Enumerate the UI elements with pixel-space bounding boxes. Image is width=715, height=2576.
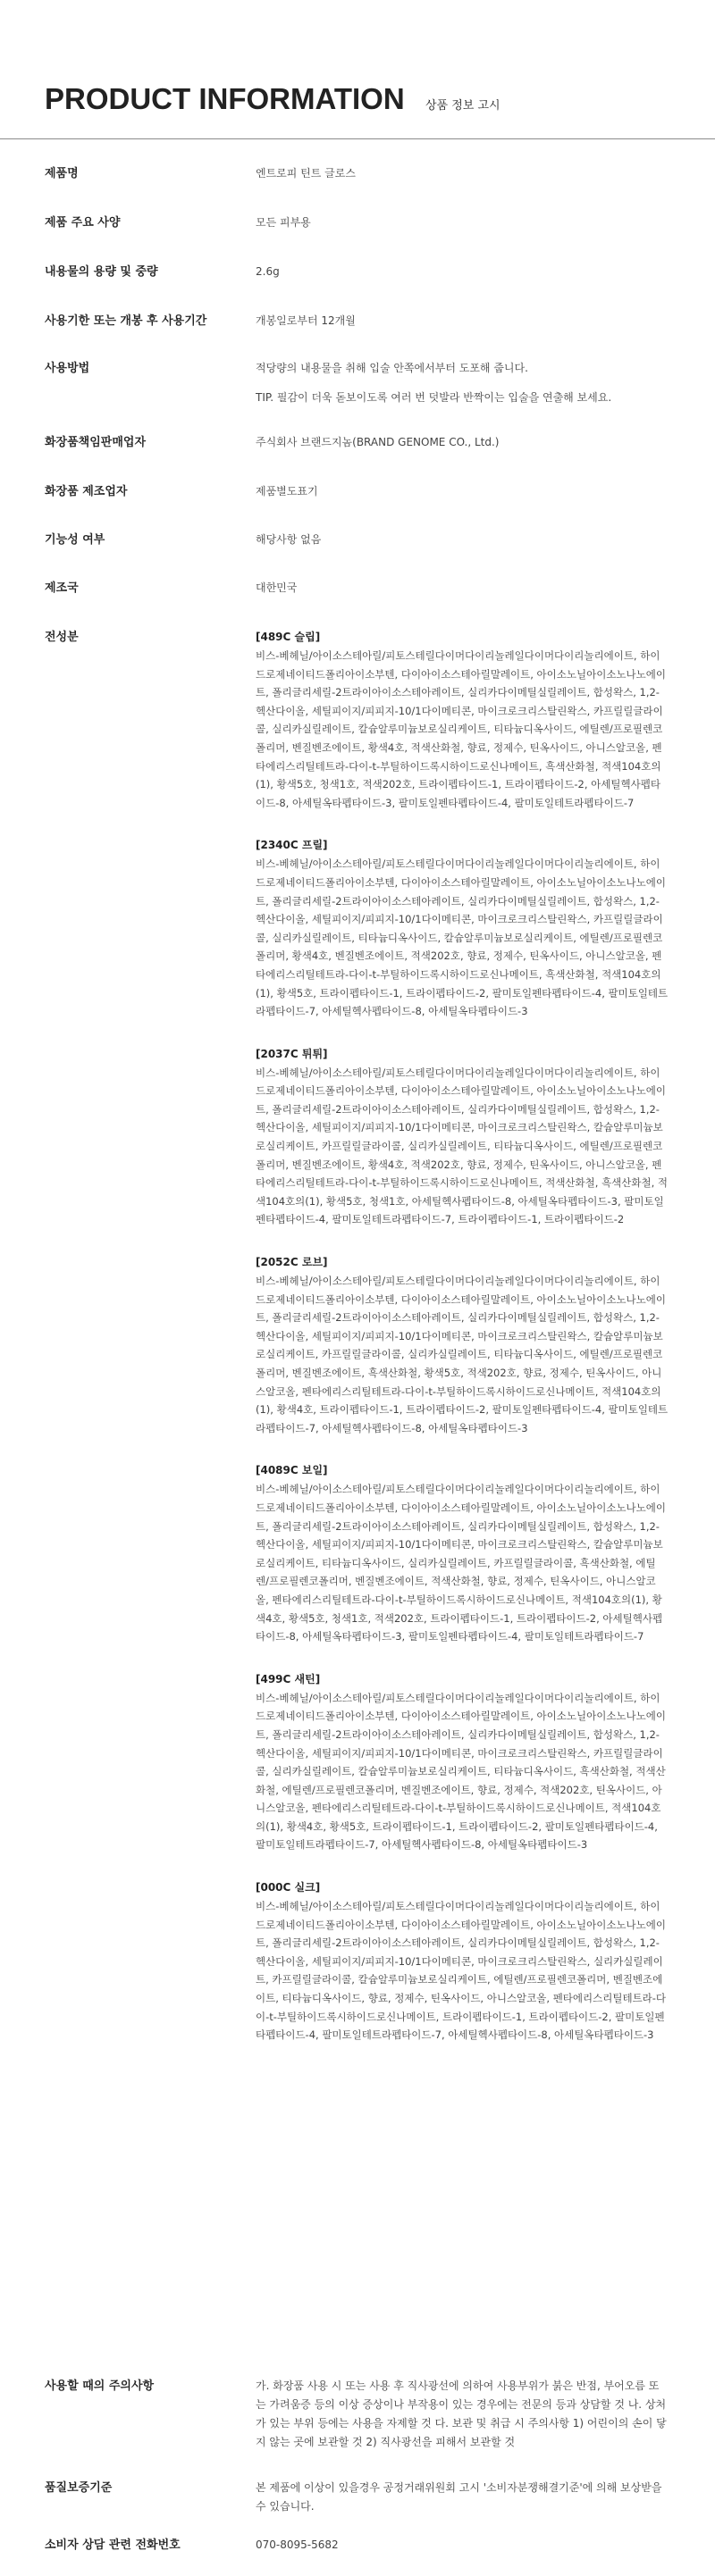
ingredient-block [256, 1461, 669, 1645]
info-row-country [45, 579, 670, 628]
row-label: 기능성 여부 [45, 533, 105, 547]
shade-ingredients: 비스-베헤닐/아이소스테아릴/피토스테릴다이머다이리놀레일다이머다이리놀리에이트, 하이드로제네이티드폴리아이소부텐, 다이아이소스테아릴말레이트, 아이소노닐아이소노나노에이트, 폴리글리세릴-2트라이아이소스테아레이트, 실리카다이메틸실릴레이트, 합성왁스, 1,2-헥산다이올, 세틸피이지/피피지-10/1다이메티콘, 마이크로크리스탈린왁스, 카프릴릴글라이콜, 실리카실릴레이트, 칼슘알루미늄보로실리케이트, 티타늄디옥사이드, 흑색산화철, 적색산화철, 에틸렌/프로필렌코폴리머, 벤질벤조에이트, 향료, 정제수, 적색202호, 틴옥사이드, 아니스알코올, 펜타에리스리틸테트라-다이-t-부틸하이드록시하이드로신나메이트, 적색104호의(1), 황색4호, 황색5호, 트라이펩타이드-1, 트라이펩타이드-2, 팔미토일펜타펩타이드-4, 팔미토일테트라펩타이드-7, 아세틸헥사펩타이드-8, 아세틸옥타펩타이드-3 [256, 1691, 666, 1852]
info-row-functional [45, 531, 670, 579]
shade-ingredients: 비스-베헤닐/아이소스테아릴/피토스테릴다이머다이리놀레일다이머다이리놀리에이트, 하이드로제네이티드폴리아이소부텐, 다이아이소스테아릴말레이트, 아이소노닐아이소노나노에이트, 폴리글리세릴-2트라이아이소스테아레이트, 실리카다이메틸실릴레이트, 합성왁스, 1,2-헥산다이올, 세틸피이지/피피지-10/1다이메티콘, 마이크로크리스탈린왁스, 칼슘알루미늄보로실리케이트, 카프릴릴글라이콜, 실리카실릴레이트, 티타늄디옥사이드, 에틸렌/프로필렌코폴리머, 벤질벤조에이트, 흑색산화철, 황색5호, 적색202호, 향료, 정제수, 틴옥사이드, 아니스알코올, 펜타에리스리틸테트라-다이-t-부틸하이드록시하이드로신나메이트, 적색104호의(1), 황색4호, 트라이펩타이드-1, 트라이펩타이드-2, 팔미토일펜타펩타이드-4, 팔미토일테트라펩타이드-7, 아세틸헥사펩타이드-8, 아세틸옥타펩타이드-3 [256, 1275, 669, 1434]
row-label: 사용기한 또는 개봉 후 사용기간 [45, 314, 207, 328]
row-value: 070-8095-5682 [256, 2538, 339, 2551]
row-label: 화장품책임판매업자 [45, 436, 147, 449]
shade-name: [2037C 튀튀] [256, 1047, 328, 1060]
shade-name: [499C 새틴] [256, 1672, 321, 1685]
row-label: 사용방법 [45, 362, 90, 375]
ingredient-block [256, 1878, 669, 2045]
row-label: 내용물의 용량 및 중량 [45, 265, 158, 279]
info-row-phone [45, 2536, 670, 2572]
ingredients-list [256, 628, 669, 2069]
row-value: 해당사항 없음 [256, 533, 322, 546]
shade-name: [2340C 프릴] [256, 839, 328, 852]
row-label: 소비자 상담 관련 전화번호 [45, 2538, 181, 2552]
header-divider [0, 138, 715, 139]
row-value: 엔트로피 틴트 글로스 [256, 167, 356, 180]
info-row-ingredients [45, 628, 670, 2377]
row-label: 품질보증기준 [45, 2481, 113, 2495]
info-row-manufacturer [45, 482, 670, 531]
row-value: 제품별도표기 [256, 485, 318, 498]
ingredient-block [256, 1045, 669, 1229]
page-title: PRODUCT INFORMATION [45, 82, 405, 115]
ingredient-block [256, 1253, 669, 1437]
row-value: 2.6g [256, 265, 280, 278]
row-value: 개봉일로부터 12개월 [256, 314, 356, 327]
row-value [256, 359, 669, 407]
shade-ingredients: 비스-베헤닐/아이소스테아릴/피토스테릴다이머다이리놀레일다이머다이리놀리에이트, 하이드로제네이티드폴리아이소부텐, 다이아이소스테아릴말레이트, 아이소노닐아이소노나노에이트, 폴리글리세릴-2트라이아이소스테아레이트, 실리카다이메틸실릴레이트, 합성왁스, 1,2-헥산다이올, 세틸피이지/피피지-10/1다이메티콘, 마이크로크리스탈린왁스, 칼슘알루미늄보로실리케이트, 카프릴릴글라이콜, 실리카실릴레이트, 티타늄디옥사이드, 에틸렌/프로필렌코폴리머, 벤질벤조에이트, 황색4호, 적색202호, 향료, 정제수, 틴옥사이드, 아니스알코올, 펜타에리스리틸테트라-다이-t-부틸하이드록시하이드로신나메이트, 적색산화철, 흑색산화철, 적색104호의(1), 황색5호, 청색1호, 아세틸헥사펩타이드-8, 아세틸옥타펩타이드-3, 팔미토일펜타펩타이드-4, 팔미토일테트라펩타이드-7, 트라이펩타이드-1, 트라이펩타이드-2 [256, 1066, 669, 1226]
shade-ingredients: 비스-베헤닐/아이소스테아릴/피토스테릴다이머다이리놀레일다이머다이리놀리에이트, 하이드로제네이티드폴리아이소부텐, 다이아이소스테아릴말레이트, 아이소노닐아이소노나노에이트, 폴리글리세릴-2트라이아이소스테아레이트, 실리카다이메틸실릴레이트, 합성왁스, 1,2-헥산다이올, 세틸피이지/피피지-10/1다이메티콘, 마이크로크리스탈린왁스, 카프릴릴글라이콜, 실리카실릴레이트, 칼슘알루미늄보로실리케이트, 티타늄디옥사이드, 에틸렌/프로필렌코폴리머, 벤질벤조에이트, 황색4호, 적색산화철, 향료, 정제수, 틴옥사이드, 아니스알코올, 펜타에리스리틸테트라-다이-t-부틸하이드록시하이드로신나메이트, 흑색산화철, 적색104호의(1), 황색5호, 청색1호, 적색202호, 트라이펩타이드-1, 트라이펩타이드-2, 아세틸헥사펩타이드-8, 아세틸옥타펩타이드-3, 팔미토일펜타펩타이드-4, 팔미토일테트라펩타이드-7 [256, 649, 666, 809]
ingredient-block [256, 1670, 669, 1854]
ingredient-block [256, 836, 669, 1020]
row-value: 가. 화장품 사용 시 또는 사용 후 직사광선에 의하여 사용부위가 붉은 반점, 부어오름 또는 가려움증 등의 이상 증상이나 부작용이 있는 경우에는 전문의 등과 상담할 것 나. 상처가 있는 부위 등에는 사용을 자제할 것 다. 보관 및 취급 시 주의사항 1) 어린이의 손이 닿지 않는 곳에 보관할 것 2) 직사광선을 피해서 보관할 것 [256, 2379, 667, 2448]
info-row-spec [45, 213, 670, 263]
row-label: 사용할 때의 주의사항 [45, 2379, 155, 2393]
info-table [45, 164, 670, 2572]
shade-ingredients: 비스-베헤닐/아이소스테아릴/피토스테릴다이머다이리놀레일다이머다이리놀리에이트, 하이드로제네이티드폴리아이소부텐, 다이아이소스테아릴말레이트, 아이소노닐아이소노나노에이트, 폴리글리세릴-2트라이아이소스테아레이트, 실리카다이메틸실릴레이트, 합성왁스, 1,2-헥산다이올, 세틸피이지/피피지-10/1다이메티콘, 마이크로크리스탈린왁스, 실리카실릴레이트, 카프릴릴글라이콜, 칼슘알루미늄보로실리케이트, 에틸렌/프로필렌코폴리머, 벤질벤조에이트, 티타늄디옥사이드, 향료, 정제수, 틴옥사이드, 아니스알코올, 펜타에리스리틸테트라-다이-t-부틸하이드록시하이드로신나메이트, 트라이펩타이드-1, 트라이펩타이드-2, 팔미토일펜타펩타이드-4, 팔미토일테트라펩타이드-7, 아세틸헥사펩타이드-8, 아세틸옥타펩타이드-3 [256, 1900, 667, 2042]
row-value: 모든 피부용 [256, 216, 311, 229]
shade-name: [4089C 보일] [256, 1464, 328, 1477]
row-label: 제품 주요 사양 [45, 216, 121, 230]
shade-name: [489C 슬립] [256, 631, 321, 643]
info-row-usage [45, 359, 670, 433]
row-value: 대한민국 [256, 581, 298, 594]
ingredient-block [256, 628, 669, 812]
shade-name: [000C 실크] [256, 1881, 321, 1894]
info-row-caution [45, 2377, 670, 2479]
row-label: 제조국 [45, 581, 79, 595]
row-value: 본 제품에 이상이 있을경우 공정거래위원회 고시 '소비자분쟁해결기준'에 의해 보상받을 수 있습니다. [256, 2481, 662, 2513]
info-row-quality [45, 2479, 670, 2536]
shade-ingredients: 비스-베헤닐/아이소스테아릴/피토스테릴다이머다이리놀레일다이머다이리놀리에이트, 하이드로제네이티드폴리아이소부텐, 다이아이소스테아릴말레이트, 아이소노닐아이소노나노에이트, 폴리글리세릴-2트라이아이소스테아레이트, 실리카다이메틸실릴레이트, 합성왁스, 1,2-헥산다이올, 세틸피이지/피피지-10/1다이메티콘, 마이크로크리스탈린왁스, 카프릴릴글라이콜, 실리카실릴레이트, 티타늄디옥사이드, 칼슘알루미늄보로실리케이트, 에틸렌/프로필렌코폴리머, 황색4호, 벤질벤조에이트, 적색202호, 향료, 정제수, 틴옥사이드, 아니스알코올, 펜타에리스리틸테트라-다이-t-부틸하이드록시하이드로신나메이트, 흑색산화철, 적색104호의(1), 황색5호, 트라이펩타이드-1, 트라이펩타이드-2, 팔미토일펜타펩타이드-4, 팔미토일테트라펩타이드-7, 아세틸헥사펩타이드-8, 아세틸옥타펩타이드-3 [256, 857, 669, 1018]
page-header [45, 82, 670, 136]
row-label: 전성분 [45, 631, 79, 644]
info-row-seller [45, 433, 670, 482]
row-label: 화장품 제조업자 [45, 485, 128, 498]
row-label: 제품명 [45, 167, 79, 180]
shade-ingredients: 비스-베헤닐/아이소스테아릴/피토스테릴다이머다이리놀레일다이머다이리놀리에이트, 하이드로제네이티드폴리아이소부텐, 다이아이소스테아릴말레이트, 아이소노닐아이소노나노에이트, 폴리글리세릴-2트라이아이소스테아레이트, 실리카다이메틸실릴레이트, 합성왁스, 1,2-헥산다이올, 세틸피이지/피피지-10/1다이메티콘, 마이크로크리스탈린왁스, 칼슘알루미늄보로실리케이트, 티타늄디옥사이드, 실리카실릴레이트, 카프릴릴글라이콜, 흑색산화철, 에틸렌/프로필렌코폴리머, 벤질벤조에이트, 적색산화철, 향료, 정제수, 틴옥사이드, 아니스알코올, 펜타에리스리틸테트라-다이-t-부틸하이드록시하이드로신나메이트, 적색104호의(1), 황색4호, 황색5호, 청색1호, 적색202호, 트라이펩타이드-1, 트라이펩타이드-2, 아세틸헥사펩타이드-8, 아세틸옥타펩타이드-3, 팔미토일펜타펩타이드-4, 팔미토일테트라펩타이드-7 [256, 1483, 666, 1643]
row-value: 주식회사 브랜드지놈(BRAND GENOME CO., Ltd.) [256, 436, 500, 448]
usage-text: 적당량의 내용물을 취해 입술 안쪽에서부터 도포해 줍니다. [256, 362, 528, 374]
info-row-volume [45, 263, 670, 312]
page-subtitle: 상품 정보 고시 [425, 99, 500, 113]
shade-name: [2052C 로브] [256, 1256, 328, 1269]
usage-tip: TIP. 필감이 더욱 돋보이도록 여러 번 덧발라 반짝이는 입술을 연출해 보세요. [256, 391, 612, 404]
info-row-product-name [45, 164, 670, 213]
info-row-expiry [45, 312, 670, 359]
